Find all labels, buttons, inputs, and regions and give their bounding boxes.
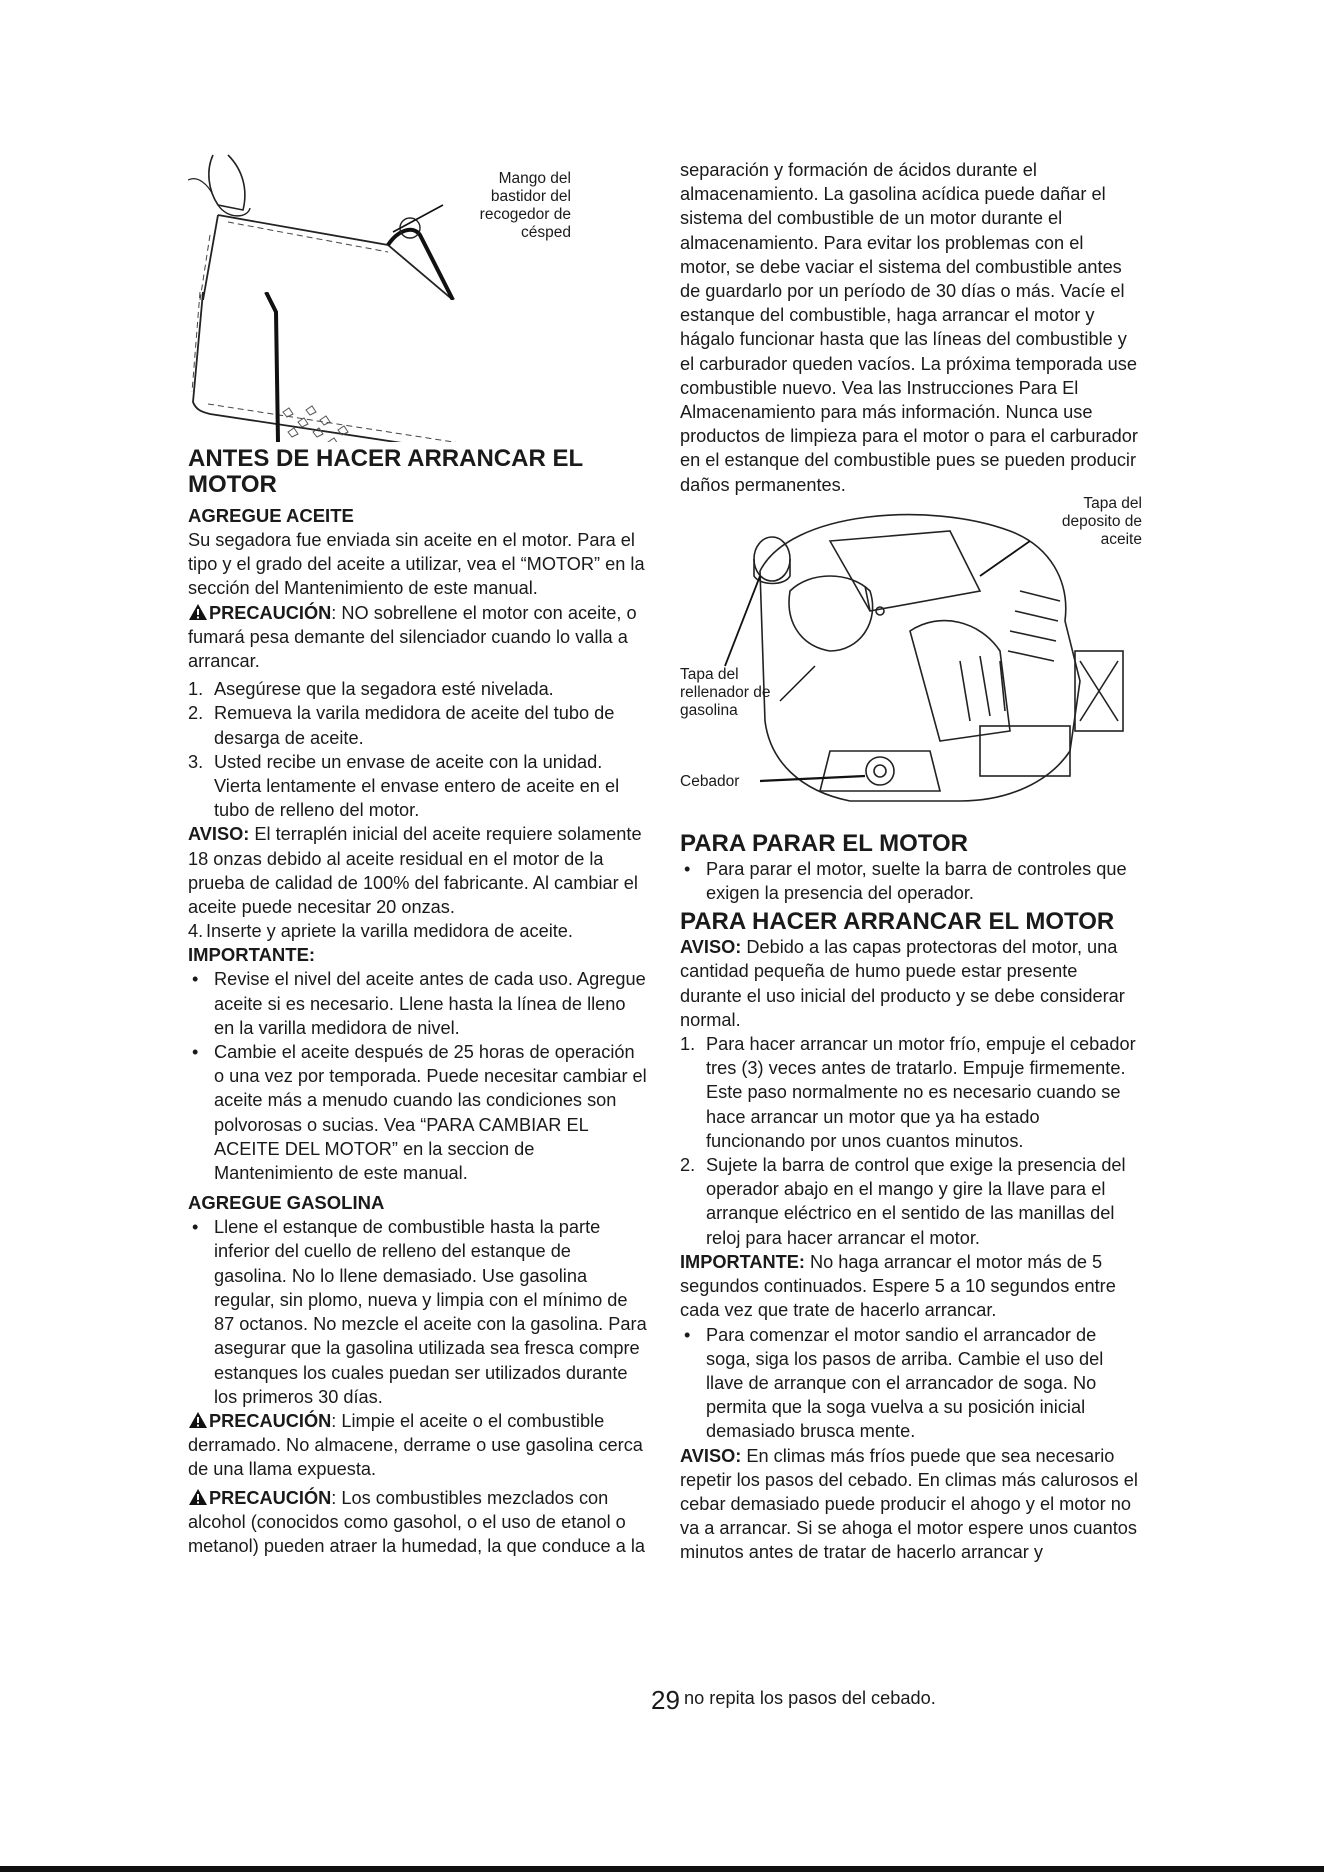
rope-start-bullets bbox=[680, 1323, 1138, 1444]
aviso-label: AVISO: bbox=[188, 824, 250, 845]
heading-add-fuel: AGREGUE GASOLINA bbox=[188, 1192, 385, 1214]
warning-triangle-icon bbox=[188, 1411, 208, 1429]
aviso-text: El terraplén inicial del aceite requiere solamente 18 onzas debido al aceite residual en el motor de la prueba de calidad de 100% del fabricante. Al cambiar el aceite puede necesitar 20 onzas. bbox=[188, 824, 642, 918]
grass-bag-illustration bbox=[188, 150, 648, 300]
caution-text: : Limpie el aceite o el combustible derramado. No almacene, derrame o use gasolina cerca de una llama expuesta. bbox=[188, 1410, 643, 1480]
stop-bullets bbox=[680, 857, 1138, 905]
aviso-smoke bbox=[680, 935, 1138, 1032]
primer-callout: Cebador bbox=[680, 772, 740, 790]
important-label: IMPORTANTE: bbox=[680, 1251, 805, 1272]
step-number: 2. bbox=[188, 703, 204, 724]
caution-spill bbox=[188, 1409, 648, 1482]
last-line-text: no repita los pasos del cebado. bbox=[684, 1688, 936, 1708]
right-column bbox=[680, 158, 1142, 1565]
oil-intro-text: Su segadora fue enviada sin aceite en el motor. Para el tipo y el grado del aceite a utilizar, vea el “MOTOR” en la sección del Mantenimiento de este manual. bbox=[188, 530, 645, 599]
aviso-label: AVISO: bbox=[680, 1445, 742, 1466]
step-number: 1. bbox=[188, 679, 204, 700]
caution-text: : NO sobrellene el motor con aceite, o fumará pesa demante del silenciador cuando lo valla a arrancar. bbox=[188, 602, 637, 672]
heading-before-starting: ANTES DE HACER ARRANCAR EL MOTOR bbox=[188, 445, 583, 498]
important-bullet bbox=[188, 967, 648, 1040]
step-text: Sujete la barra de control que exige la presencia del operador abajo en el mango y gire la llave para el arranque eléctrico en el sentido de las manillas del reloj para hacer arrancar el motor. bbox=[706, 1155, 1126, 1248]
bottom-border bbox=[0, 1866, 1324, 1872]
engine-figure bbox=[680, 494, 1142, 821]
bullet-dot: • bbox=[684, 858, 691, 879]
step-number: 3. bbox=[188, 751, 204, 772]
warning-triangle-icon bbox=[188, 1488, 208, 1506]
bullet-text: Cambie el aceite después de 25 horas de operación o una vez por temporada. Puede necesitar cambiar el aceite más a menudo cuando las condiciones son polvorosas o sucias. Vea “PARA CAMBIAR EL ACEITE DEL MOTOR” en la seccion de Mantenimiento de este manual. bbox=[214, 1042, 647, 1184]
grass-bag-illustration-lower bbox=[188, 292, 648, 442]
grass-bag-figure bbox=[188, 150, 648, 300]
important-text: No haga arrancar el motor más de 5 segundos continuados. Espere 5 a 10 segundos entre cada vez que trate de hacerlo arrancar. bbox=[680, 1251, 1116, 1321]
bullet-text: Revise el nivel del aceite antes de cada uso. Agregue aceite si es necesario. Llene hasta la línea de lleno en la varilla medidora de nivel. bbox=[214, 969, 646, 1038]
bullet-dot: • bbox=[192, 1042, 199, 1063]
warning-triangle-icon bbox=[188, 603, 208, 621]
left-column bbox=[188, 150, 648, 1558]
oil-step bbox=[188, 750, 648, 823]
step-number: 1. bbox=[680, 1034, 696, 1055]
aviso-priming bbox=[680, 1444, 1138, 1565]
oil-step bbox=[188, 701, 648, 749]
page-number: 29 bbox=[651, 1685, 680, 1715]
caution-label: PRECAUCIÓN bbox=[209, 1487, 332, 1508]
fuel-bullets bbox=[188, 1215, 648, 1409]
start-steps-list bbox=[680, 1032, 1138, 1250]
caution-label: PRECAUCIÓN bbox=[209, 1410, 332, 1431]
bullet-text: Llene el estanque de combustible hasta la parte inferior del cuello de relleno del estanque de gasolina. No lo llene demasiado. Use gasolina regular, sin plomo, nueva y limpia con el mínimo de 87 octanos. No mezcle el aceite con la gasolina. Para asegurar que la gasolina utilizada sea fresca compre estanques los cuales puedan ser utilizados durante los primeros 30 días. bbox=[214, 1217, 647, 1407]
bullet-dot: • bbox=[684, 1324, 691, 1345]
start-step bbox=[680, 1032, 1138, 1153]
rope-start-bullet bbox=[680, 1323, 1138, 1444]
oil-step bbox=[188, 919, 648, 943]
step-text: Para hacer arrancar un motor frío, empuje el cebador tres (3) veces antes de tratarlo. Empuje firmemente. Este paso normalmente no es necesario cuando se hace arrancar un motor que ya ha estado funcionando por unos cuantos minutos. bbox=[706, 1034, 1136, 1151]
step-text: Remueva la varila medidora de aceite del tubo de desarga de aceite. bbox=[214, 703, 615, 748]
oil-cap-callout: Tapa del deposito de aceite bbox=[1061, 494, 1142, 548]
bullet-dot: • bbox=[192, 969, 199, 990]
step-text: Usted recibe un envase de aceite con la unidad. Vierta lentamente el envase entero de aceite en el tubo de relleno del motor. bbox=[214, 751, 620, 821]
oil-steps-list bbox=[188, 677, 648, 822]
bullet-text: Para parar el motor, suelte la barra de controles que exigen la presencia del operador. bbox=[706, 858, 1127, 904]
start-step bbox=[680, 1153, 1138, 1250]
aviso-label: AVISO: bbox=[680, 937, 742, 958]
aviso-text: En climas más fríos puede que sea necesario repetir los pasos del cebado. En climas más calurosos el cebar demasiado puede producir el ahogo y el motor no va a arrancar. Si se ahoga el motor espere unos cuantos minutos antes de tratar de hacerlo arrancar y bbox=[680, 1445, 1138, 1563]
stop-bullet bbox=[680, 857, 1138, 905]
bullet-text: Para comenzar el motor sandio el arrancador de soga, siga los pasos de arriba. Cambie el uso del llave de arranque con el arrancador de soga. No permita que la soga vuelva a su posición inicial demasiado brusca mente. bbox=[706, 1324, 1104, 1442]
bullet-dot: • bbox=[192, 1217, 199, 1238]
caution-overfill bbox=[188, 601, 648, 674]
heading-start-engine: PARA HACER ARRANCAR EL MOTOR bbox=[680, 908, 1115, 936]
grass-bag-handle-callout: Mango del bastidor del recogedor de césped bbox=[479, 170, 571, 241]
fuel-storage-continued-text: separación y formación de ácidos durante el almacenamiento. La gasolina acídica puede dañar el sistema del combustible de un motor durante el almacenamiento. Para evitar los problemas con el motor, se debe vaciar el sistema del combustible antes de guardarlo por un período de 30 días o más. Vacíe el estanque del combustible, haga arrancar el motor y hágalo funcionar hasta que las líneas del combustible y el carburador queden vacíos. La próxima temporada use combustible nuevo. Vea las Instrucciones Para El Almacenamiento para más información. Nunca use productos de limpieza para el motor o para el carburador en el estanque del combustible pues se pueden producir daños permanentes. bbox=[680, 160, 1138, 495]
heading-important: IMPORTANTE: bbox=[188, 944, 316, 966]
grass-bag-figure-lower bbox=[188, 300, 648, 450]
step-text: Inserte y apriete la varilla medidora de aceite. bbox=[206, 921, 573, 942]
important-bullet bbox=[188, 1040, 648, 1185]
caution-label: PRECAUCIÓN bbox=[209, 602, 332, 623]
fuel-cap-callout: Tapa del rellenador de gasolina bbox=[680, 665, 771, 719]
oil-step-4-list bbox=[188, 919, 648, 943]
important-bullets bbox=[188, 967, 648, 1185]
heading-add-oil: AGREGUE ACEITE bbox=[188, 505, 354, 526]
step-number: 4. bbox=[188, 921, 204, 942]
heading-stop-engine: PARA PARAR EL MOTOR bbox=[680, 829, 969, 857]
fuel-bullet bbox=[188, 1215, 648, 1409]
step-number: 2. bbox=[680, 1155, 696, 1176]
caution-alcohol-fuels bbox=[188, 1486, 648, 1559]
step-text: Asegúrese que la segadora esté nivelada. bbox=[214, 679, 554, 700]
caution-text: : Los combustibles mezclados con alcohol (conocidos como gasohol, o el uso de etanol o metanol) pueden atraer la humedad, la que conduce a la bbox=[188, 1487, 646, 1556]
oil-step bbox=[188, 677, 648, 701]
aviso-text: Debido a las capas protectoras del motor, una cantidad pequeña de humo puede estar presente durante el uso inicial del producto y se debe considerar normal. bbox=[680, 937, 1125, 1030]
important-start-duration bbox=[680, 1250, 1138, 1323]
aviso-oil-amount bbox=[188, 822, 648, 919]
